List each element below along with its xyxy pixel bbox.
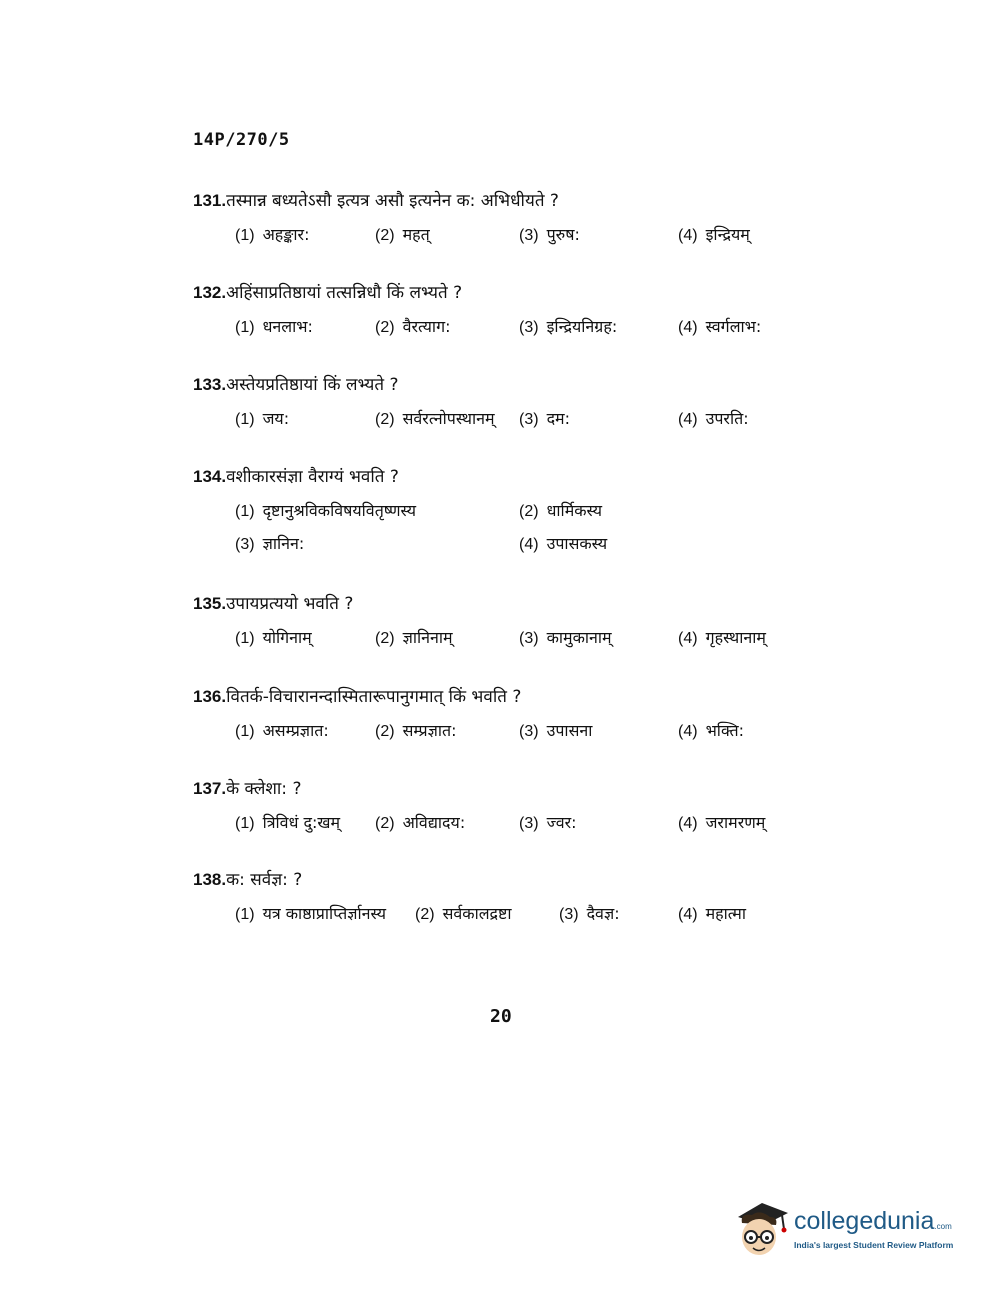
option-2[interactable] (415, 902, 512, 924)
question-number: 136. (193, 687, 227, 706)
option-label: (3) (519, 227, 539, 244)
option-4[interactable] (678, 626, 766, 648)
option-label: (4) (678, 319, 698, 336)
option-text: उपरति: (705, 409, 749, 428)
question-136 (193, 686, 833, 741)
option-2[interactable] (375, 223, 430, 245)
option-1[interactable] (235, 499, 416, 521)
question-text: तस्मान्न बध्यतेऽसौ इत्यत्र असौ इत्यनेन क: अभिधीयते ? (226, 191, 559, 211)
option-text: महत् (402, 225, 430, 244)
option-text: योगिनाम् (262, 628, 312, 647)
option-text: दैवज्ञ: (586, 904, 620, 923)
question-stem (193, 778, 833, 800)
option-text: दृष्टानुश्रविकविषयवितृष्णस्य (262, 501, 417, 520)
question-stem (193, 282, 833, 304)
option-label: (4) (678, 411, 698, 428)
option-text: जय: (262, 409, 290, 428)
option-label: (3) (559, 906, 579, 923)
option-label: (2) (375, 411, 395, 428)
option-3[interactable] (235, 532, 304, 554)
question-132 (193, 282, 833, 337)
option-text: ज्वर: (546, 813, 577, 832)
option-text: धनलाभ: (262, 317, 313, 336)
option-label: (4) (678, 630, 698, 647)
page-number: 20 (490, 1006, 512, 1027)
option-1[interactable] (235, 719, 329, 741)
question-text: अस्तेयप्रतिष्ठायां किं लभ्यते ? (226, 375, 399, 395)
option-text: महात्मा (705, 904, 746, 923)
options-row (193, 626, 833, 648)
question-133 (193, 374, 833, 429)
option-4[interactable] (678, 719, 744, 741)
option-label: (4) (678, 815, 698, 832)
option-text: त्रिविधं दु:खम् (262, 813, 341, 832)
option-label: (1) (235, 503, 255, 520)
options-row (193, 315, 833, 337)
option-3[interactable] (519, 719, 592, 741)
option-text: यत्र काष्ठाप्राप्तिर्ज्ञानस्य (262, 904, 386, 923)
option-text: उपासकस्य (546, 534, 608, 553)
option-4[interactable] (678, 902, 746, 924)
question-134 (193, 466, 833, 554)
option-label: (2) (415, 906, 435, 923)
option-label: (1) (235, 411, 255, 428)
option-label: (3) (519, 630, 539, 647)
option-label: (3) (519, 319, 539, 336)
question-text: क: सर्वज्ञ: ? (226, 870, 303, 890)
question-number: 133. (193, 375, 227, 394)
option-2[interactable] (375, 719, 457, 741)
options-row (193, 532, 833, 554)
option-3[interactable] (519, 407, 570, 429)
option-text: असम्प्रज्ञात: (262, 721, 329, 740)
logo-brand (794, 1207, 952, 1236)
options-row (193, 811, 833, 833)
question-text: के क्लेशा: ? (226, 779, 302, 799)
option-2[interactable] (375, 407, 495, 429)
option-4[interactable] (678, 315, 761, 337)
option-2[interactable] (519, 499, 602, 521)
option-4[interactable] (678, 223, 750, 245)
option-label: (3) (519, 815, 539, 832)
option-3[interactable] (559, 902, 620, 924)
question-number: 134. (193, 467, 227, 486)
option-text: सर्वकालद्रष्टा (442, 904, 512, 923)
options-row (193, 407, 833, 429)
option-label: (1) (235, 815, 255, 832)
option-label: (2) (375, 227, 395, 244)
question-number: 132. (193, 283, 227, 302)
option-text: सर्वरत्नोपस्थानम् (402, 409, 495, 428)
options-row (193, 902, 833, 924)
option-4[interactable] (678, 407, 749, 429)
question-stem (193, 869, 833, 891)
option-text: वैरत्याग: (402, 317, 451, 336)
option-label: (3) (519, 723, 539, 740)
option-3[interactable] (519, 223, 580, 245)
logo-tagline: India's largest Student Review Platform (794, 1240, 954, 1250)
option-3[interactable] (519, 626, 612, 648)
option-label: (2) (375, 723, 395, 740)
option-2[interactable] (375, 315, 450, 337)
option-text: भक्ति: (705, 721, 745, 740)
option-label: (4) (678, 723, 698, 740)
option-label: (2) (375, 815, 395, 832)
collegedunia-logo[interactable] (732, 1195, 972, 1265)
question-number: 138. (193, 870, 227, 889)
option-label: (3) (235, 536, 255, 553)
question-text: वितर्क-विचारानन्दास्मितारूपानुगमात् किं भवति ? (226, 687, 522, 707)
options-row (193, 719, 833, 741)
option-1[interactable] (235, 223, 310, 245)
option-2[interactable] (375, 811, 465, 833)
option-label: (4) (678, 227, 698, 244)
option-text: पुरुष: (546, 225, 580, 244)
question-stem (193, 374, 833, 396)
option-2[interactable] (375, 626, 453, 648)
option-text: कामुकानाम् (546, 628, 612, 647)
option-3[interactable] (519, 811, 577, 833)
option-text: अहङ्कार: (262, 225, 310, 244)
mascot-icon (732, 1195, 792, 1265)
option-4[interactable] (678, 811, 765, 833)
option-label: (2) (519, 503, 539, 520)
question-text: वशीकारसंज्ञा वैराग्यं भवति ? (226, 467, 399, 487)
option-label: (3) (519, 411, 539, 428)
question-number: 131. (193, 191, 227, 210)
option-label: (1) (235, 906, 255, 923)
option-1[interactable] (235, 902, 386, 924)
option-1[interactable] (235, 315, 313, 337)
option-text: सम्प्रज्ञात: (402, 721, 457, 740)
question-stem (193, 593, 833, 615)
option-label: (1) (235, 319, 255, 336)
option-label: (1) (235, 723, 255, 740)
option-text: ज्ञानिन: (262, 534, 305, 553)
question-138 (193, 869, 833, 924)
question-stem (193, 466, 833, 488)
option-3[interactable] (519, 315, 617, 337)
options-row (193, 499, 833, 521)
option-text: इन्द्रियम् (705, 225, 750, 244)
option-text: जरामरणम् (705, 813, 766, 832)
option-4[interactable] (519, 532, 607, 554)
option-label: (1) (235, 227, 255, 244)
option-1[interactable] (235, 407, 289, 429)
option-text: धार्मिकस्य (546, 501, 603, 520)
option-text: दम: (546, 409, 571, 428)
question-137 (193, 778, 833, 833)
option-text: उपासना (546, 721, 593, 740)
question-text: अहिंसाप्रतिष्ठायां तत्सन्निधौ किं लभ्यते ? (226, 283, 463, 303)
option-text: ज्ञानिनाम् (402, 628, 453, 647)
option-label: (2) (375, 630, 395, 647)
question-stem (193, 190, 833, 212)
question-number: 137. (193, 779, 227, 798)
option-label: (2) (375, 319, 395, 336)
option-label: (4) (678, 906, 698, 923)
question-text: उपायप्रत्ययो भवति ? (226, 594, 354, 614)
logo-domain-suffix: .com (934, 1222, 952, 1231)
question-135 (193, 593, 833, 648)
option-label: (1) (235, 630, 255, 647)
option-text: गृहस्थानाम् (705, 628, 766, 647)
options-row (193, 223, 833, 245)
logo-brand-text: collegedunia (794, 1207, 935, 1235)
question-131 (193, 190, 833, 245)
option-1[interactable] (235, 626, 312, 648)
question-number: 135. (193, 594, 227, 613)
paper-code: 14P/270/5 (193, 130, 290, 150)
option-text: स्वर्गलाभ: (705, 317, 762, 336)
option-text: इन्द्रियनिग्रह: (546, 317, 618, 336)
option-text: अविद्यादय: (402, 813, 466, 832)
option-label: (4) (519, 536, 539, 553)
option-1[interactable] (235, 811, 340, 833)
question-stem (193, 686, 833, 708)
